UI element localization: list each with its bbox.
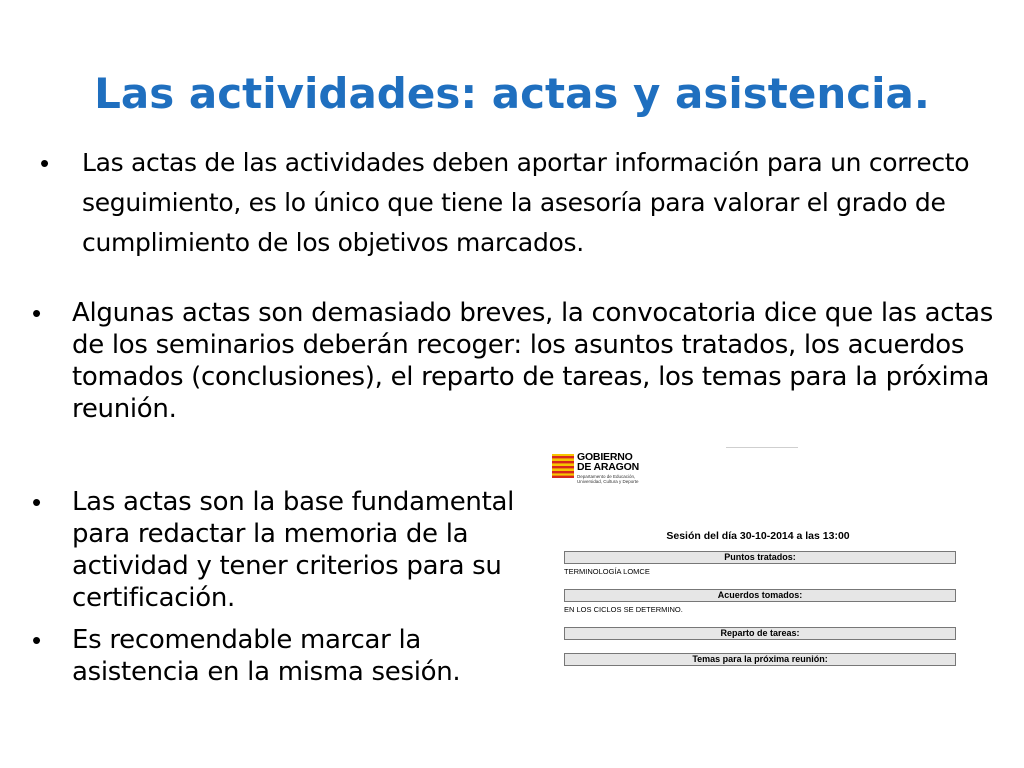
temas-proxima-reunion-header: Temas para la próxima reunión:	[564, 653, 956, 666]
bullet-text-4: Es recomendable marcar la asistencia en la misma sesión.	[72, 625, 461, 687]
bullet-text-1: Las actas de las actividades deben aportar información para un correcto seguimiento, es lo único que tiene la asesoría para valorar el grado de cumplimiento de los objetivos marcados.	[82, 148, 970, 257]
acuerdos-tomados-header: Acuerdos tomados:	[564, 589, 956, 602]
bullet-marker: •	[32, 298, 42, 328]
bullet-item-3	[32, 486, 532, 614]
slide-title: Las actividades: actas y asistencia.	[94, 69, 930, 118]
bullet-text-3: Las actas son la base fundamental para redactar la memoria de la actividad y tener criterios para su certificación.	[72, 487, 515, 613]
acta-document-image	[548, 444, 968, 674]
acuerdos-tomados-note: EN LOS CICLOS SE DETERMINO.	[564, 605, 683, 614]
puntos-tratados-note: TERMINOLOGÍA LOMCE	[564, 567, 650, 576]
logo-wordmark	[577, 452, 639, 472]
session-title: Sesión del día 30-10-2014 a las 13:00	[666, 530, 850, 542]
bullet-item-2	[32, 297, 1007, 425]
bullet-text-2: Algunas actas son demasiado breves, la convocatoria dice que las actas de los seminarios deberán recoger: los asuntos tratados, los acuerdos tomados (conclusiones), el reparto de tareas, los temas para la próxima reunión.	[72, 298, 994, 424]
bullet-item-4	[32, 624, 532, 688]
logo-subtitle	[577, 474, 639, 484]
aragon-flag-icon	[552, 454, 574, 478]
bullet-item-1	[40, 143, 990, 263]
bullet-marker: •	[32, 625, 42, 655]
document-header-line	[726, 447, 798, 448]
puntos-tratados-header: Puntos tratados:	[564, 551, 956, 564]
logo-sub-2: Universidad, Cultura y Deporte	[577, 479, 639, 484]
bullet-marker: •	[40, 148, 50, 178]
gobierno-aragon-logo	[552, 452, 672, 496]
logo-sub-1: Departamento de Educación,	[577, 474, 636, 479]
reparto-tareas-header: Reparto de tareas:	[564, 627, 956, 640]
logo-line-1: GOBIERNO	[577, 451, 633, 463]
bullet-marker: •	[32, 487, 42, 517]
logo-line-2: DE ARAGON	[577, 461, 639, 473]
